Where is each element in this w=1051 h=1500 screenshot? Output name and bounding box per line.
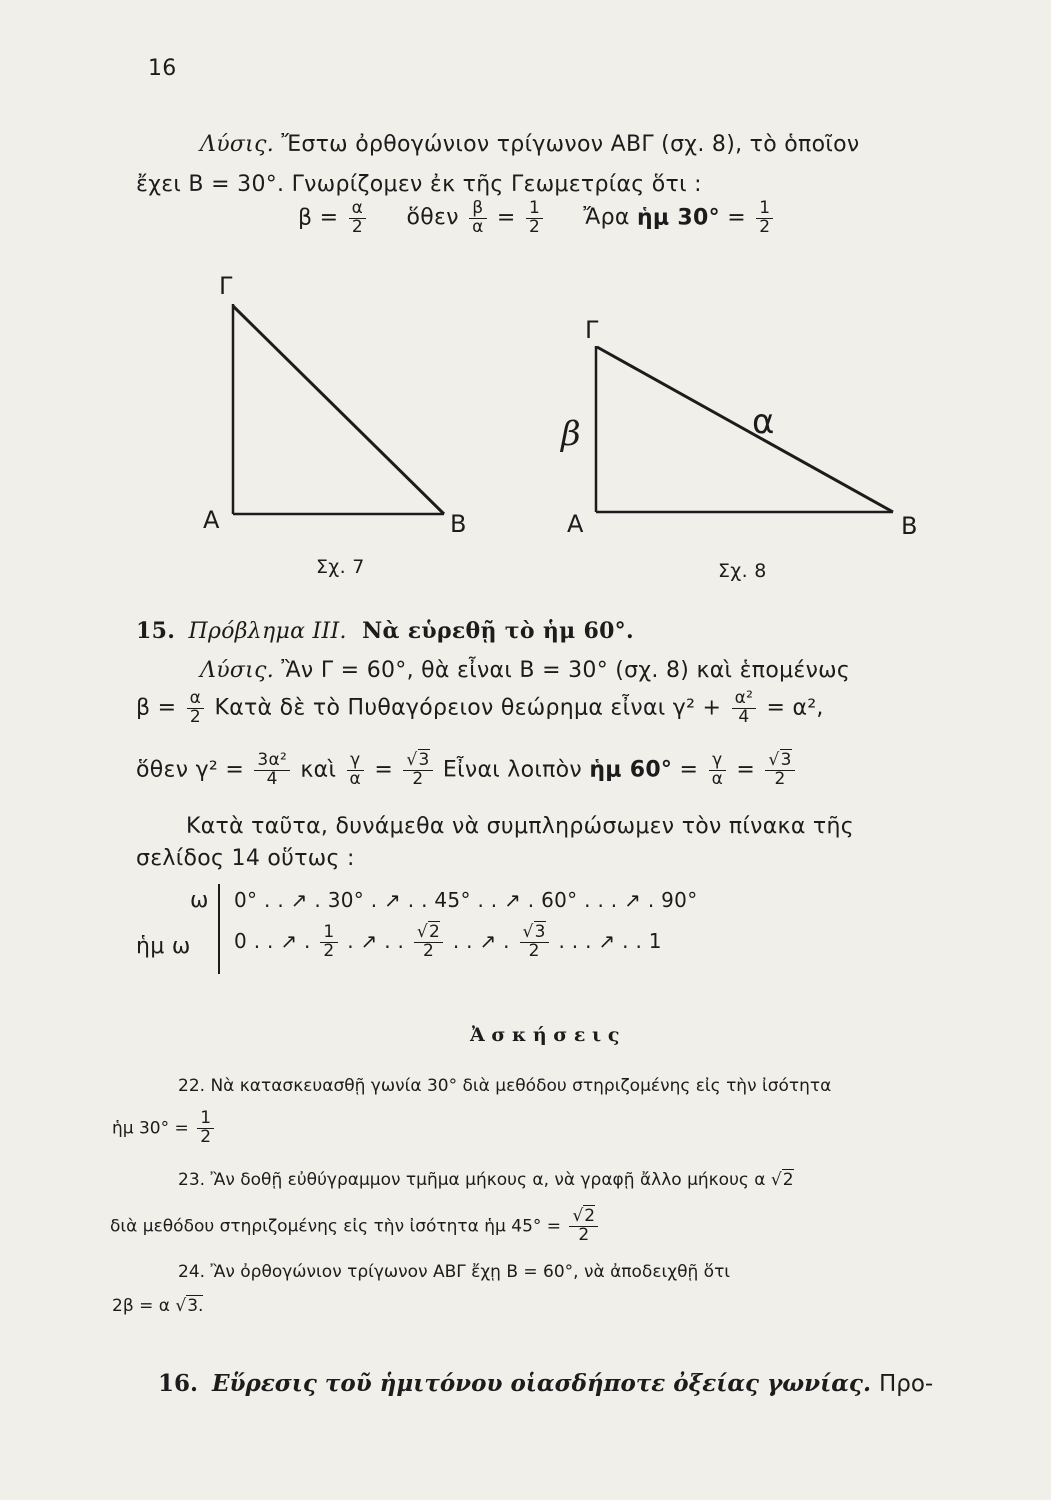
denominator: 4 [266, 768, 278, 789]
numerator: 1 [320, 924, 337, 943]
eq-part: β = [136, 695, 177, 721]
numerator: α² [732, 690, 757, 709]
sqrt-sign [523, 922, 534, 942]
fraction [320, 924, 337, 961]
fraction [709, 752, 727, 789]
paragraph-line: σελίδος 14 οὕτως : [136, 846, 355, 871]
denominator: 2 [774, 768, 786, 789]
denominator: 2 [422, 940, 435, 961]
radicand: 2 [584, 1206, 596, 1226]
denominator: 2 [412, 768, 424, 789]
denominator: 2 [351, 216, 363, 237]
table-cell: . . . ↗ . [584, 888, 655, 912]
sqrt-sign [771, 1170, 782, 1190]
fig8-side-b-label: β [561, 414, 581, 454]
numerator: 3α² [254, 752, 290, 771]
radicand: 2 [429, 922, 441, 942]
table-cell: 45° [434, 888, 471, 912]
eq-part: 2β = α [112, 1296, 170, 1316]
numerator: 1 [197, 1110, 214, 1129]
problem-label: Πρόβλημα ΙΙΙ. [188, 619, 347, 644]
fraction [765, 752, 794, 789]
radicand: 3 [534, 922, 546, 942]
figure-8 [596, 346, 893, 512]
equation-line [136, 752, 798, 789]
eq-part: ὅθεν [406, 205, 459, 231]
fig7-label-alpha: Α [203, 506, 220, 534]
equation-line [136, 690, 824, 727]
table-cell: 0° [234, 888, 258, 912]
fig7-label-gamma: Γ [219, 272, 233, 300]
sqrt-sign [406, 750, 417, 770]
fig7-hypotenuse [233, 306, 444, 514]
section-number: 16. [158, 1370, 199, 1397]
eq-part: = α², [766, 695, 824, 721]
denominator: α [711, 768, 724, 789]
table-cell: . 1 [635, 928, 662, 953]
numerator: β [469, 200, 487, 219]
table-cell: 0 [234, 928, 248, 953]
text: Ἂν Γ = 60°, θὰ εἶναι Β = 30° (σχ. 8) καὶ ἑπομένως [281, 658, 851, 683]
eq-part: = [727, 205, 746, 231]
radicand: 3. [187, 1296, 204, 1316]
lysis-label: Λύσις. [200, 658, 275, 683]
fig7-label-beta: Β [450, 510, 467, 538]
table-row-label: ω [190, 888, 209, 913]
table-cell: 60° [541, 888, 578, 912]
table-cell: . . . ↗ . [558, 928, 629, 953]
radicand: 2 [782, 1170, 794, 1190]
eq-part: καὶ [300, 757, 337, 783]
exercise-22: 22. Νὰ κατασκευασθῇ γωνία 30° διὰ μεθόδου στηριζομένης εἰς τὴν ἰσότητα [178, 1076, 832, 1096]
radicand: 3 [418, 750, 430, 770]
numerator: γ [347, 752, 365, 771]
exercises-heading: Ἀ σ κ ή σ ε ι ς [470, 1024, 620, 1046]
fig8-label-gamma: Γ [585, 316, 599, 344]
fig8-caption: Σχ. 8 [718, 560, 767, 582]
text: 23. Ἂν δοθῇ εὐθύγραμμον τμῆμα μήκους α, νὰ γραφῇ ἄλλο μήκους α [178, 1170, 766, 1190]
table-divider [218, 884, 220, 974]
sqrt-sign [175, 1296, 186, 1316]
table-cell: . . ↗ . [253, 928, 311, 953]
text: Κατὰ δὲ τὸ Πυθαγόρειον θεώρημα εἶναι γ² + [214, 695, 722, 721]
exercise-23 [178, 1170, 794, 1190]
section-16-heading [158, 1370, 933, 1397]
text: Ἔστω ὀρθογώνιον τρίγωνον ΑΒΓ (σχ. 8), τὸ ὁποῖον [281, 132, 860, 157]
fig7-caption: Σχ. 7 [316, 556, 365, 578]
table-cell: . ↗ . . [347, 928, 405, 953]
denominator: 2 [200, 1126, 212, 1147]
table-cell: . . ↗ . [477, 888, 535, 912]
numerator: 1 [526, 200, 543, 219]
lysis-label: Λύσις. [200, 132, 275, 157]
fig8-label-beta: Β [901, 512, 918, 540]
table-cell: 30° [327, 888, 365, 912]
numerator: γ [709, 752, 727, 771]
fraction [569, 1208, 598, 1245]
denominator: α [349, 768, 362, 789]
numerator: α [187, 690, 205, 709]
text: διὰ μεθόδου στηριζομένης εἰς τὴν ἰσότητα ἡμ 45° = [110, 1216, 562, 1237]
eq-part: = [679, 757, 699, 783]
text: Εἶναι λοιπὸν [442, 757, 583, 783]
table-row-omega [234, 888, 698, 912]
fraction [254, 752, 290, 789]
table-cell: 90° [661, 888, 698, 912]
table-row-sin [234, 924, 662, 961]
denominator: 4 [738, 706, 750, 727]
eq-part: Ἄρα [583, 205, 630, 231]
fraction [187, 690, 205, 727]
fraction [403, 752, 432, 789]
eq-part: ὅθεν γ² = [136, 757, 245, 783]
paragraph-line: Κατὰ ταῦτα, δυνάμεθα νὰ συμπληρώσωμεν τὸν πίνακα τῆς [186, 814, 854, 839]
denominator: 2 [759, 216, 771, 237]
exercise-23-formula [110, 1208, 601, 1245]
denominator: 2 [323, 940, 335, 961]
exercise-22-formula [112, 1110, 217, 1147]
fraction [520, 924, 549, 961]
fraction [197, 1110, 214, 1147]
numerator: 1 [756, 200, 773, 219]
denominator: 2 [578, 1224, 590, 1245]
radicand: 3 [780, 750, 792, 770]
fraction [347, 752, 365, 789]
eq-part: ἡμ 30° [636, 205, 720, 231]
section-tail: Προ- [878, 1371, 934, 1397]
denominator: α [472, 216, 484, 237]
eq-part: = [496, 205, 516, 231]
denominator: 2 [189, 706, 201, 727]
exercise-24-formula [112, 1296, 203, 1316]
section-title: Εὕρεσις τοῦ ἡμιτόνου οἱασδήποτε ὀξείας γωνίας. [212, 1370, 871, 1397]
paragraph-line [200, 658, 850, 683]
problem-15-title [136, 618, 634, 644]
table-row-label: ἡμ ω [136, 934, 191, 959]
sqrt-sign [768, 750, 779, 770]
figure-7 [233, 304, 444, 514]
denominator: 2 [528, 216, 541, 237]
exercise-24: 24. Ἂν ὀρθογώνιον τρίγωνον ΑΒΓ ἔχῃ Β = 60°, νὰ ἀποδειχθῇ ὅτι [178, 1262, 731, 1282]
fig8-hypotenuse [597, 347, 893, 512]
fraction [414, 924, 443, 961]
table-cell: . ↗ . . [370, 888, 428, 912]
paragraph-line: ἔχει Β = 30°. Γνωρίζομεν ἐκ τῆς Γεωμετρίας ὅτι : [136, 172, 702, 197]
problem-statement: Νὰ εὑρεθῇ τὸ ἡμ 60°. [362, 618, 634, 644]
fig8-label-alpha: Α [567, 510, 584, 538]
eq-part: = [374, 757, 394, 783]
sqrt-sign [417, 922, 428, 942]
table-cell: . . ↗ . [452, 928, 510, 953]
eq-part: = [736, 757, 756, 783]
numerator: α [349, 200, 367, 219]
table-cell: . . ↗ . [264, 888, 322, 912]
fig8-side-a-label: α [752, 402, 775, 442]
fraction [732, 690, 757, 727]
page-number: 16 [148, 56, 177, 81]
eq-part: ἡμ 60° [589, 757, 673, 783]
problem-number: 15. [136, 618, 176, 644]
eq-part: β = [298, 205, 339, 231]
denominator: 2 [528, 940, 540, 961]
sqrt-sign [572, 1206, 583, 1226]
eq-part: ἡμ 30° = [112, 1118, 189, 1139]
